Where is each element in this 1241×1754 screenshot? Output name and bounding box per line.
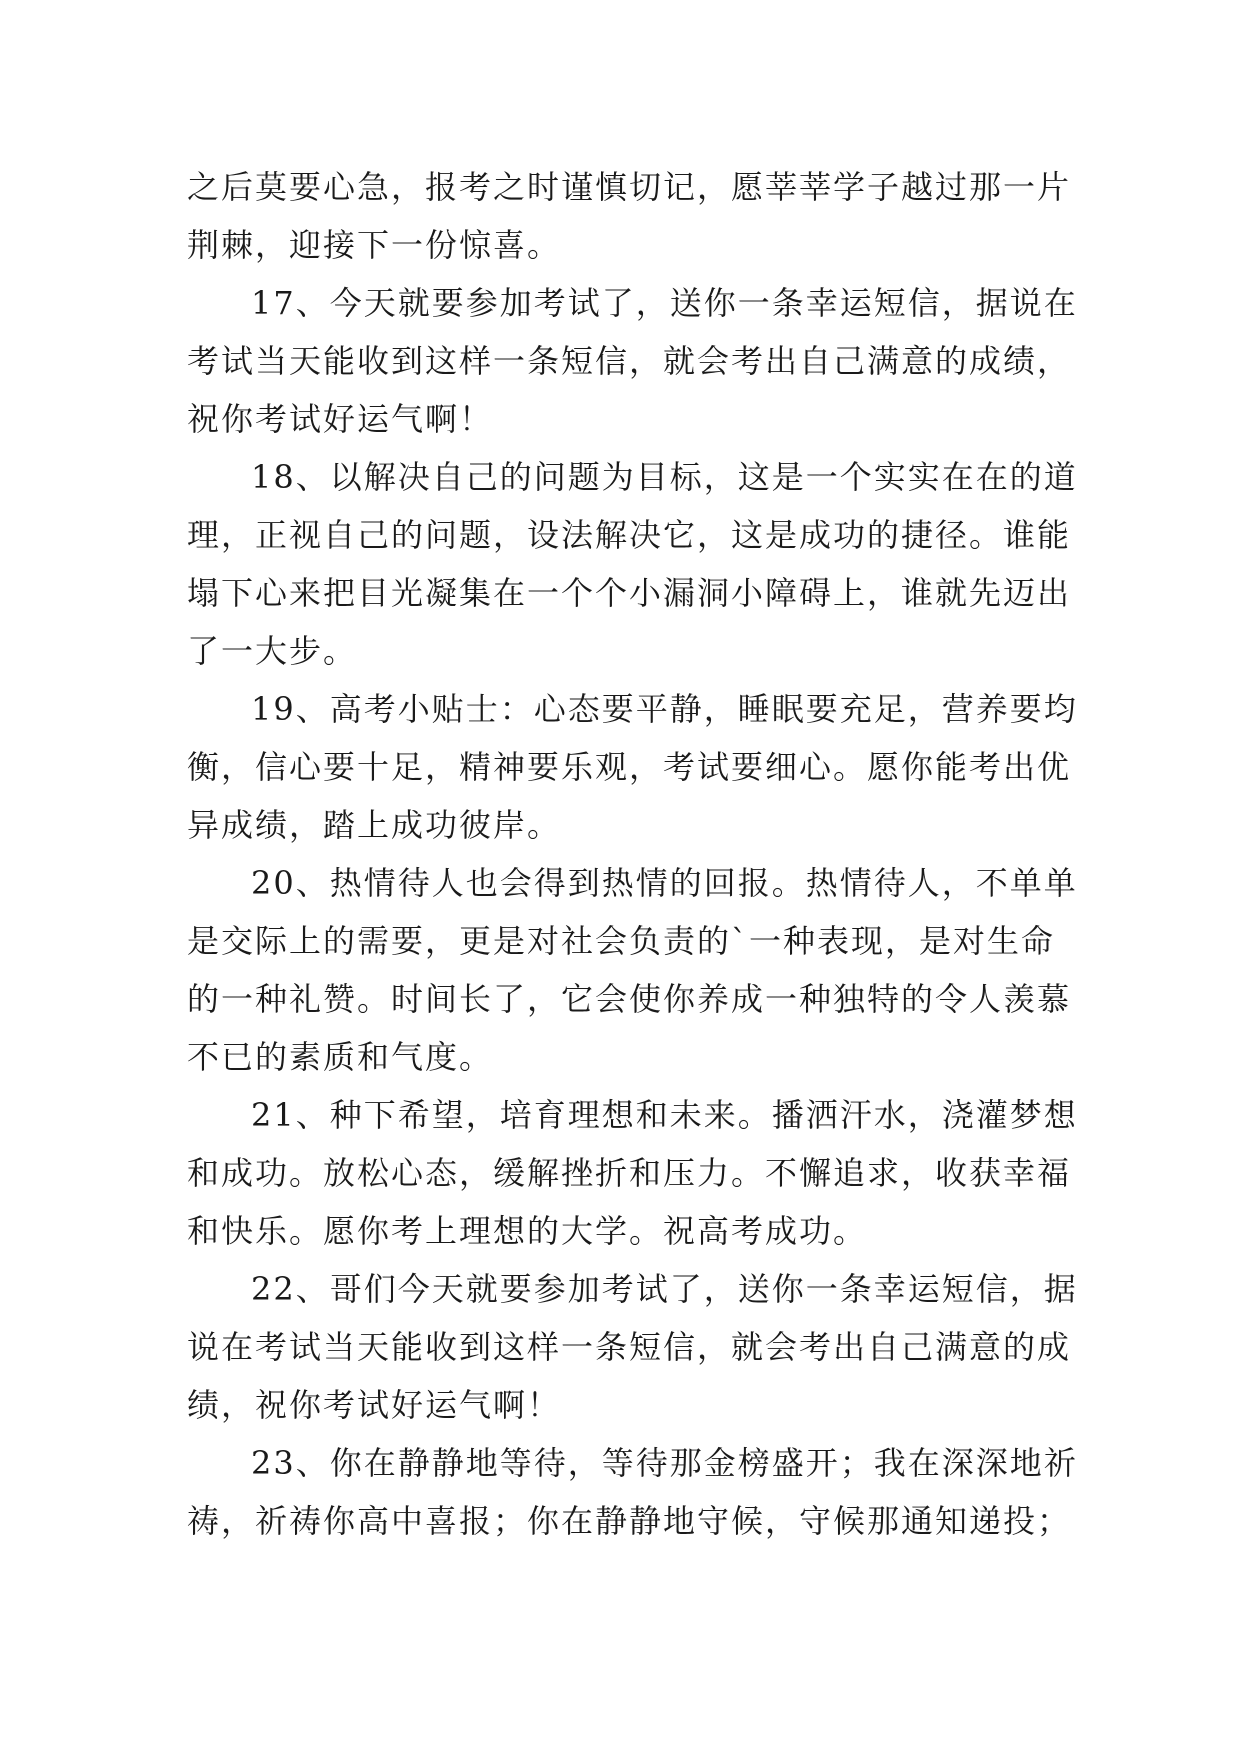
paragraph-17 xyxy=(187,274,1078,448)
text-line: 20、热情待人也会得到热情的回报。热情待人，不单单 xyxy=(251,864,1078,902)
paragraph-18 xyxy=(187,448,1078,680)
text-line: 衡，信心要十足，精神要乐观，考试要细心。愿你能考出优 xyxy=(187,748,1072,786)
text-line: 和成功。放松心态，缓解挫折和压力。不懈追求，收获幸福 xyxy=(187,1154,1072,1192)
text-line: 22、哥们今天就要参加考试了，送你一条幸运短信，据 xyxy=(251,1270,1078,1308)
text-line: 的一种礼赞。时间长了，它会使你养成一种独特的令人羡慕 xyxy=(187,980,1072,1018)
text-line: 理，正视自己的问题，设法解决它，这是成功的捷径。谁能 xyxy=(187,516,1072,554)
text-line: 之后莫要心急，报考之时谨慎切记，愿莘莘学子越过那一片 xyxy=(187,168,1072,206)
text-line: 考试当天能收到这样一条短信，就会考出自己满意的成绩， xyxy=(187,342,1072,380)
text-line: 21、种下希望，培育理想和未来。播洒汗水，浇灌梦想 xyxy=(251,1096,1078,1134)
paragraph-19 xyxy=(187,680,1078,854)
text-line: 异成绩，踏上成功彼岸。 xyxy=(187,806,562,844)
paragraph-16-continued xyxy=(187,158,1072,274)
text-line: 不已的素质和气度。 xyxy=(187,1038,494,1076)
text-line: 17、今天就要参加考试了，送你一条幸运短信，据说在 xyxy=(251,284,1078,322)
document-body xyxy=(187,158,1078,1550)
text-line: 祝你考试好运气啊！ xyxy=(187,400,494,438)
text-line: 绩，祝你考试好运气啊！ xyxy=(187,1386,562,1424)
text-line: 19、高考小贴士：心态要平静，睡眠要充足，营养要均 xyxy=(251,690,1078,728)
paragraph-20 xyxy=(187,854,1078,1086)
text-line: 说在考试当天能收到这样一条短信，就会考出自己满意的成 xyxy=(187,1328,1072,1366)
text-line: 祷，祈祷你高中喜报；你在静静地守候，守候那通知递投； xyxy=(187,1502,1072,1540)
paragraph-23 xyxy=(187,1434,1078,1550)
text-line: 荆棘，迎接下一份惊喜。 xyxy=(187,226,562,264)
text-line: 塌下心来把目光凝集在一个个小漏洞小障碍上，谁就先迈出 xyxy=(187,574,1072,612)
paragraph-21 xyxy=(187,1086,1078,1260)
text-line: 和快乐。愿你考上理想的大学。祝高考成功。 xyxy=(187,1212,868,1250)
text-line: 18、以解决自己的问题为目标，这是一个实实在在的道 xyxy=(251,458,1078,496)
paragraph-22 xyxy=(187,1260,1078,1434)
text-line: 是交际上的需要，更是对社会负责的`一种表现，是对生命 xyxy=(187,922,1056,960)
text-line: 了一大步。 xyxy=(187,632,358,670)
text-line: 23、你在静静地等待，等待那金榜盛开；我在深深地祈 xyxy=(251,1444,1078,1482)
